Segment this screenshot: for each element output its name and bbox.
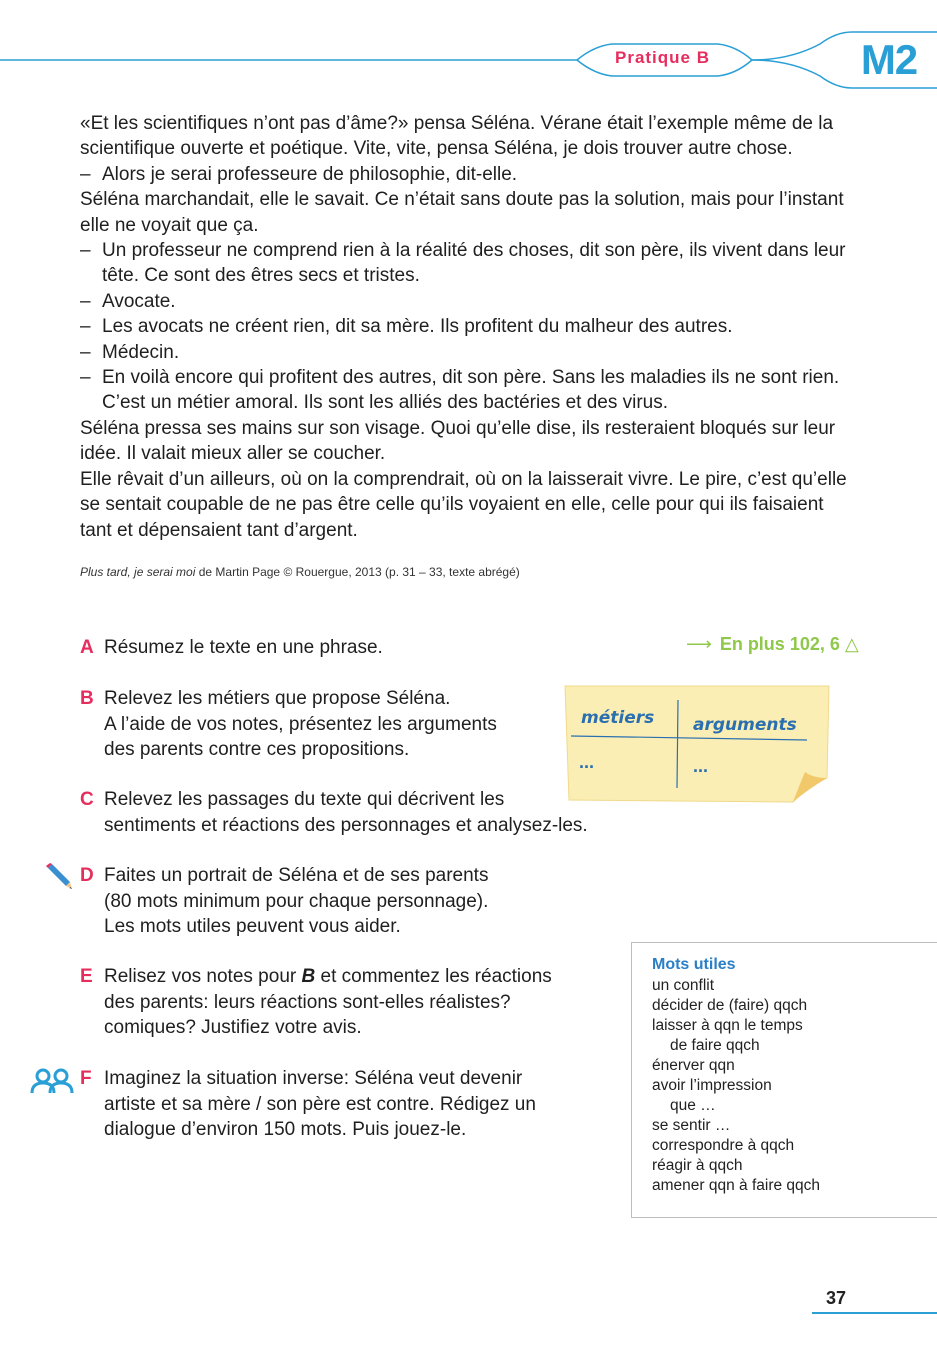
dialogue-line: – Avocate. — [80, 289, 860, 314]
page-number-rule — [812, 1312, 937, 1314]
dialogue-line: – Un professeur ne comprend rien à la réalité des choses, dit son père, ils vivent dans leur tête. Ce sont des êtres secs et tristes. — [80, 238, 860, 289]
dialogue-line: – Alors je serai professeure de philosophie, dit-elle. — [80, 162, 860, 187]
vocabulary-list — [652, 976, 820, 1196]
arguments-header: arguments — [693, 715, 797, 735]
metiers-cell: ... — [579, 752, 595, 772]
task-text: des parents contre ces propositions. — [104, 739, 410, 760]
notes-card — [561, 682, 833, 806]
story-paragraph: Séléna pressa ses mains sur son visage. Quoi qu’elle dise, ils resteraient bloqués sur leur idée. Il valait mieux aller se coucher. — [80, 417, 836, 465]
task-text: Relevez les passages du texte qui décrivent les — [104, 789, 505, 810]
task-reference: B — [301, 966, 316, 987]
en-plus-reference — [686, 634, 859, 655]
vocabulary-item: avoir l’impression — [652, 1077, 772, 1094]
header-decoration — [0, 0, 937, 100]
arrow-right-icon: ⟶ — [686, 634, 712, 654]
page-number: 37 — [826, 1288, 847, 1308]
story-paragraph: Séléna marchandait, elle le savait. Ce n’était sans doute pas la solution, mais pour l’instant elle ne voyait que ça. — [80, 189, 844, 236]
book-title: Plus tard, je serai moi — [80, 565, 196, 579]
task-text-part: et commentez les réactions — [315, 966, 552, 987]
task-text: Faites un portrait de Séléna et de ses parents — [104, 865, 489, 886]
vocabulary-item: un conflit — [652, 977, 715, 994]
vocabulary-item: décider de (faire) qqch — [652, 997, 808, 1014]
task-letter: F — [80, 1068, 92, 1089]
vocabulary-item: se sentir … — [652, 1117, 731, 1134]
task-letter: A — [80, 637, 94, 658]
task-text: sentiments et réactions des personnages et analysez-les. — [104, 814, 588, 836]
task-text: Les mots utiles peuvent vous aider. — [104, 916, 401, 937]
task-letter: B — [80, 688, 94, 709]
vocabulary-item: correspondre à qqch — [652, 1137, 795, 1154]
task-text: Imaginez la situation inverse: Séléna veut devenir — [104, 1068, 523, 1089]
dialogue-line: – Les avocats ne créent rien, dit sa mère. Ils profitent du malheur des autres. — [80, 314, 860, 339]
vocabulary-item: que … — [670, 1097, 716, 1114]
pencil-icon — [44, 862, 74, 890]
module-label: M2 — [860, 36, 918, 83]
page-header — [0, 0, 937, 100]
task-letter: D — [80, 865, 94, 886]
arguments-cell: ... — [693, 756, 709, 776]
task-letter: E — [80, 966, 93, 987]
dialogue-line: – Médecin. — [80, 340, 860, 365]
story-text — [80, 111, 860, 543]
task-text: des parents: leurs réactions sont-elles réalistes? — [104, 991, 511, 1013]
task-text-part: Relisez vos notes pour — [104, 966, 302, 987]
vocabulary-item: réagir à qqch — [652, 1157, 743, 1174]
section-label: Pratique B — [614, 48, 711, 67]
metiers-header: métiers — [581, 708, 655, 728]
task-text: Résumez le texte en une phrase. — [104, 637, 383, 658]
en-plus-label: En plus 102, 6 — [719, 634, 840, 654]
source-citation — [80, 565, 520, 579]
task-text: (80 mots minimum pour chaque personnage). — [104, 890, 489, 912]
vocabulary-item: laisser à qqn le temps — [652, 1017, 803, 1034]
task-text — [104, 964, 552, 990]
vocabulary-item: énerver qqn — [652, 1057, 735, 1074]
task-text: Relevez les métiers que propose Séléna. — [104, 688, 451, 709]
pair-work-icon — [30, 1068, 74, 1094]
vocabulary-item: de faire qqch — [670, 1037, 760, 1054]
triangle-icon: △ — [844, 634, 859, 654]
mots-utiles-title: Mots utiles — [652, 956, 736, 973]
task-text: dialogue d’environ 150 mots. Puis jouez-le. — [104, 1119, 467, 1140]
story-paragraph: Elle rêvait d’un ailleurs, où on la comprendrait, où on la laisserait vivre. Le pire, c’est qu’elle se sentait coupable de ne pas être celle qu’ils voyaient en elle, celle pour qui ils faisaient tant et dépensaient tant d’argent. — [80, 468, 847, 541]
story-paragraph: «Et les scientifiques n’ont pas d’âme?» pensa Séléna. Vérane était l’exemple même de la scientifique ouverte et poétique. Vite, vite, pensa Séléna, je dois trouver autre chose. — [80, 113, 834, 160]
notes-card-background — [561, 682, 833, 806]
mots-utiles-box — [631, 942, 937, 1218]
task-text: artiste et sa mère / son père est contre. Rédigez un — [104, 1093, 536, 1115]
task-text: comiques? Justifiez votre avis. — [104, 1017, 362, 1038]
dialogue-line: – En voilà encore qui profitent des autres, dit son père. Sans les maladies ils ne sont rien. C’est un métier amoral. Ils sont les alliés des bactéries et des virus. — [80, 365, 860, 416]
task-letter: C — [80, 789, 94, 810]
citation-details: de Martin Page © Rouergue, 2013 (p. 31 – 33, texte abrégé) — [195, 565, 520, 579]
task-text: A l’aide de vos notes, présentez les arguments — [104, 713, 497, 735]
vocabulary-item: amener qqn à faire qqch — [652, 1177, 821, 1194]
